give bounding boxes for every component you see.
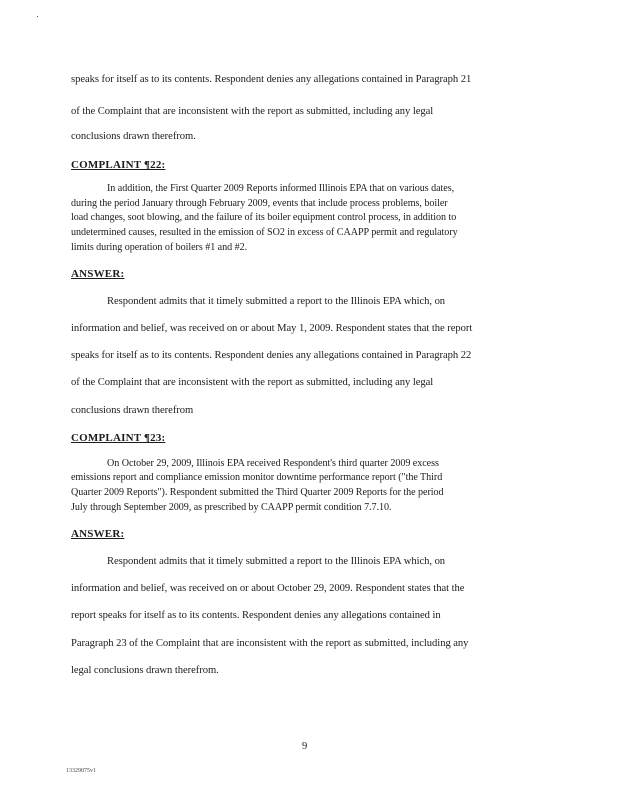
- answer-23-line: legal conclusions drawn therefrom.: [71, 665, 219, 676]
- document-id: 13329075v1: [66, 768, 96, 774]
- complaint-22-line: undetermined causes, resulted in the emission of SO2 in excess of CAAPP permit and regulatory: [71, 227, 458, 238]
- complaint-23-line: Quarter 2009 Reports"). Respondent submitted the Third Quarter 2009 Reports for the period: [71, 487, 444, 498]
- complaint-22-line: load changes, soot blowing, and the failure of its boiler equipment control process, in addition to: [71, 212, 457, 223]
- para21-line-2: of the Complaint that are inconsistent with the report as submitted, including any legal: [71, 106, 434, 117]
- complaint-22-heading: COMPLAINT ¶22:: [71, 159, 166, 171]
- answer-22-line: conclusions drawn therefrom: [71, 405, 194, 416]
- complaint-23-heading: COMPLAINT ¶23:: [71, 432, 166, 444]
- answer-22-heading: ANSWER:: [71, 268, 125, 280]
- page-number: 9: [302, 741, 308, 752]
- complaint-22-line: In addition, the First Quarter 2009 Reports informed Illinois EPA that on various dates,: [107, 183, 455, 194]
- complaint-23-line: On October 29, 2009, Illinois EPA received Respondent's third quarter 2009 excess: [107, 458, 439, 469]
- complaint-23-line: emissions report and compliance emission monitor downtime performance report ("the Third: [71, 472, 443, 483]
- answer-22-line: speaks for itself as to its contents. Respondent denies any allegations contained in Paragraph 22: [71, 350, 472, 361]
- answer-23-heading: ANSWER:: [71, 528, 125, 540]
- answer-23-line: Paragraph 23 of the Complaint that are inconsistent with the report as submitted, including any: [71, 638, 469, 649]
- answer-22-line: information and belief, was received on or about May 1, 2009. Respondent states that the report: [71, 323, 473, 334]
- scan-speck: [37, 16, 38, 17]
- complaint-23-line: July through September 2009, as prescribed by CAAPP permit condition 7.7.10.: [71, 502, 392, 513]
- complaint-22-line: during the period January through February 2009, events that include process problems, boiler: [71, 198, 448, 209]
- answer-23-line: Respondent admits that it timely submitted a report to the Illinois EPA which, on: [107, 556, 446, 567]
- para21-line-3: conclusions drawn therefrom.: [71, 131, 196, 142]
- answer-22-line: Respondent admits that it timely submitted a report to the Illinois EPA which, on: [107, 296, 446, 307]
- answer-23-line: information and belief, was received on or about October 29, 2009. Respondent states that the: [71, 583, 465, 594]
- para21-line-1: speaks for itself as to its contents. Respondent denies any allegations contained in Paragraph 21: [71, 74, 472, 85]
- complaint-22-line: limits during operation of boilers #1 and #2.: [71, 242, 248, 253]
- answer-23-line: report speaks for itself as to its contents. Respondent denies any allegations contained in: [71, 610, 441, 621]
- answer-22-line: of the Complaint that are inconsistent with the report as submitted, including any legal: [71, 377, 434, 388]
